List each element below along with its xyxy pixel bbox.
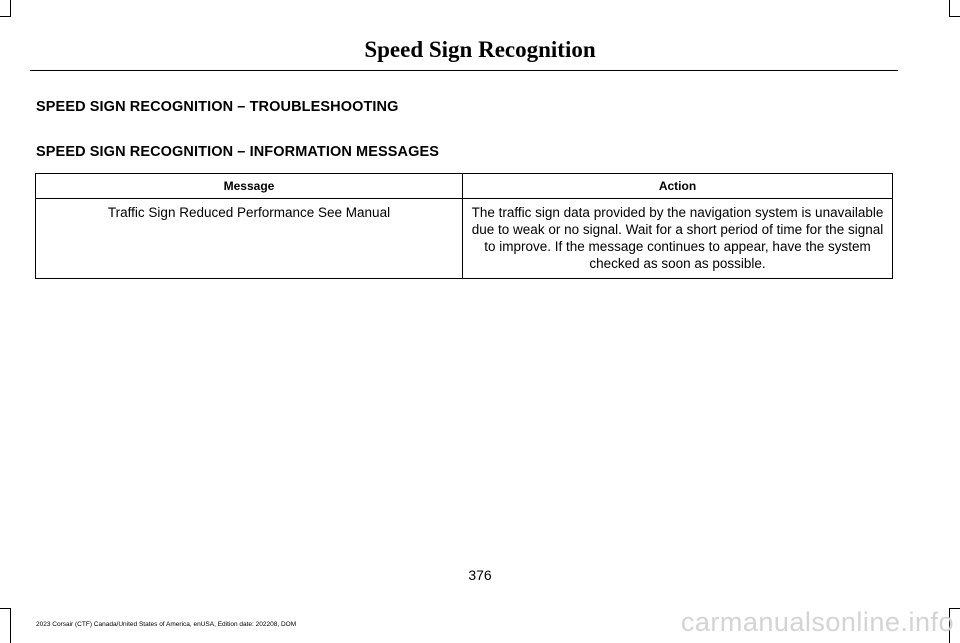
table-header-row: [36, 174, 893, 199]
crop-mark-top-right-h: [949, 16, 960, 17]
crop-mark-bottom-left-v: [10, 608, 11, 643]
edition-footer: 2023 Corsair (CTF) Canada/United States of America, enUSA, Edition date: 202208, DOM: [36, 621, 297, 628]
watermark: carmanualsonline.info: [680, 607, 954, 637]
column-header-message: Message: [36, 174, 463, 199]
page-header-title: Speed Sign Recognition: [364, 37, 596, 62]
section-heading-information-messages: SPEED SIGN RECOGNITION – INFORMATION MESSAGES: [36, 144, 440, 160]
crop-mark-top-left-h: [0, 16, 11, 17]
information-messages-table: [35, 173, 893, 279]
column-header-action: Action: [463, 174, 893, 199]
action-cell: The traffic sign data provided by the navigation system is unavailable due to weak or no signal. Wait for a short period of time for the signal to improve. If the message continues to appear, have the system checked as soon as possible.: [463, 199, 893, 279]
table-row: [36, 199, 893, 279]
section-heading-troubleshooting: SPEED SIGN RECOGNITION – TROUBLESHOOTING: [36, 99, 399, 115]
page-number: 376: [468, 567, 492, 583]
crop-mark-top-left-v: [10, 0, 11, 16]
message-cell: Traffic Sign Reduced Performance See Manual: [36, 199, 463, 279]
crop-mark-bottom-left-h: [0, 608, 11, 609]
crop-mark-top-right-v: [949, 0, 950, 16]
header-rule: [30, 70, 898, 71]
